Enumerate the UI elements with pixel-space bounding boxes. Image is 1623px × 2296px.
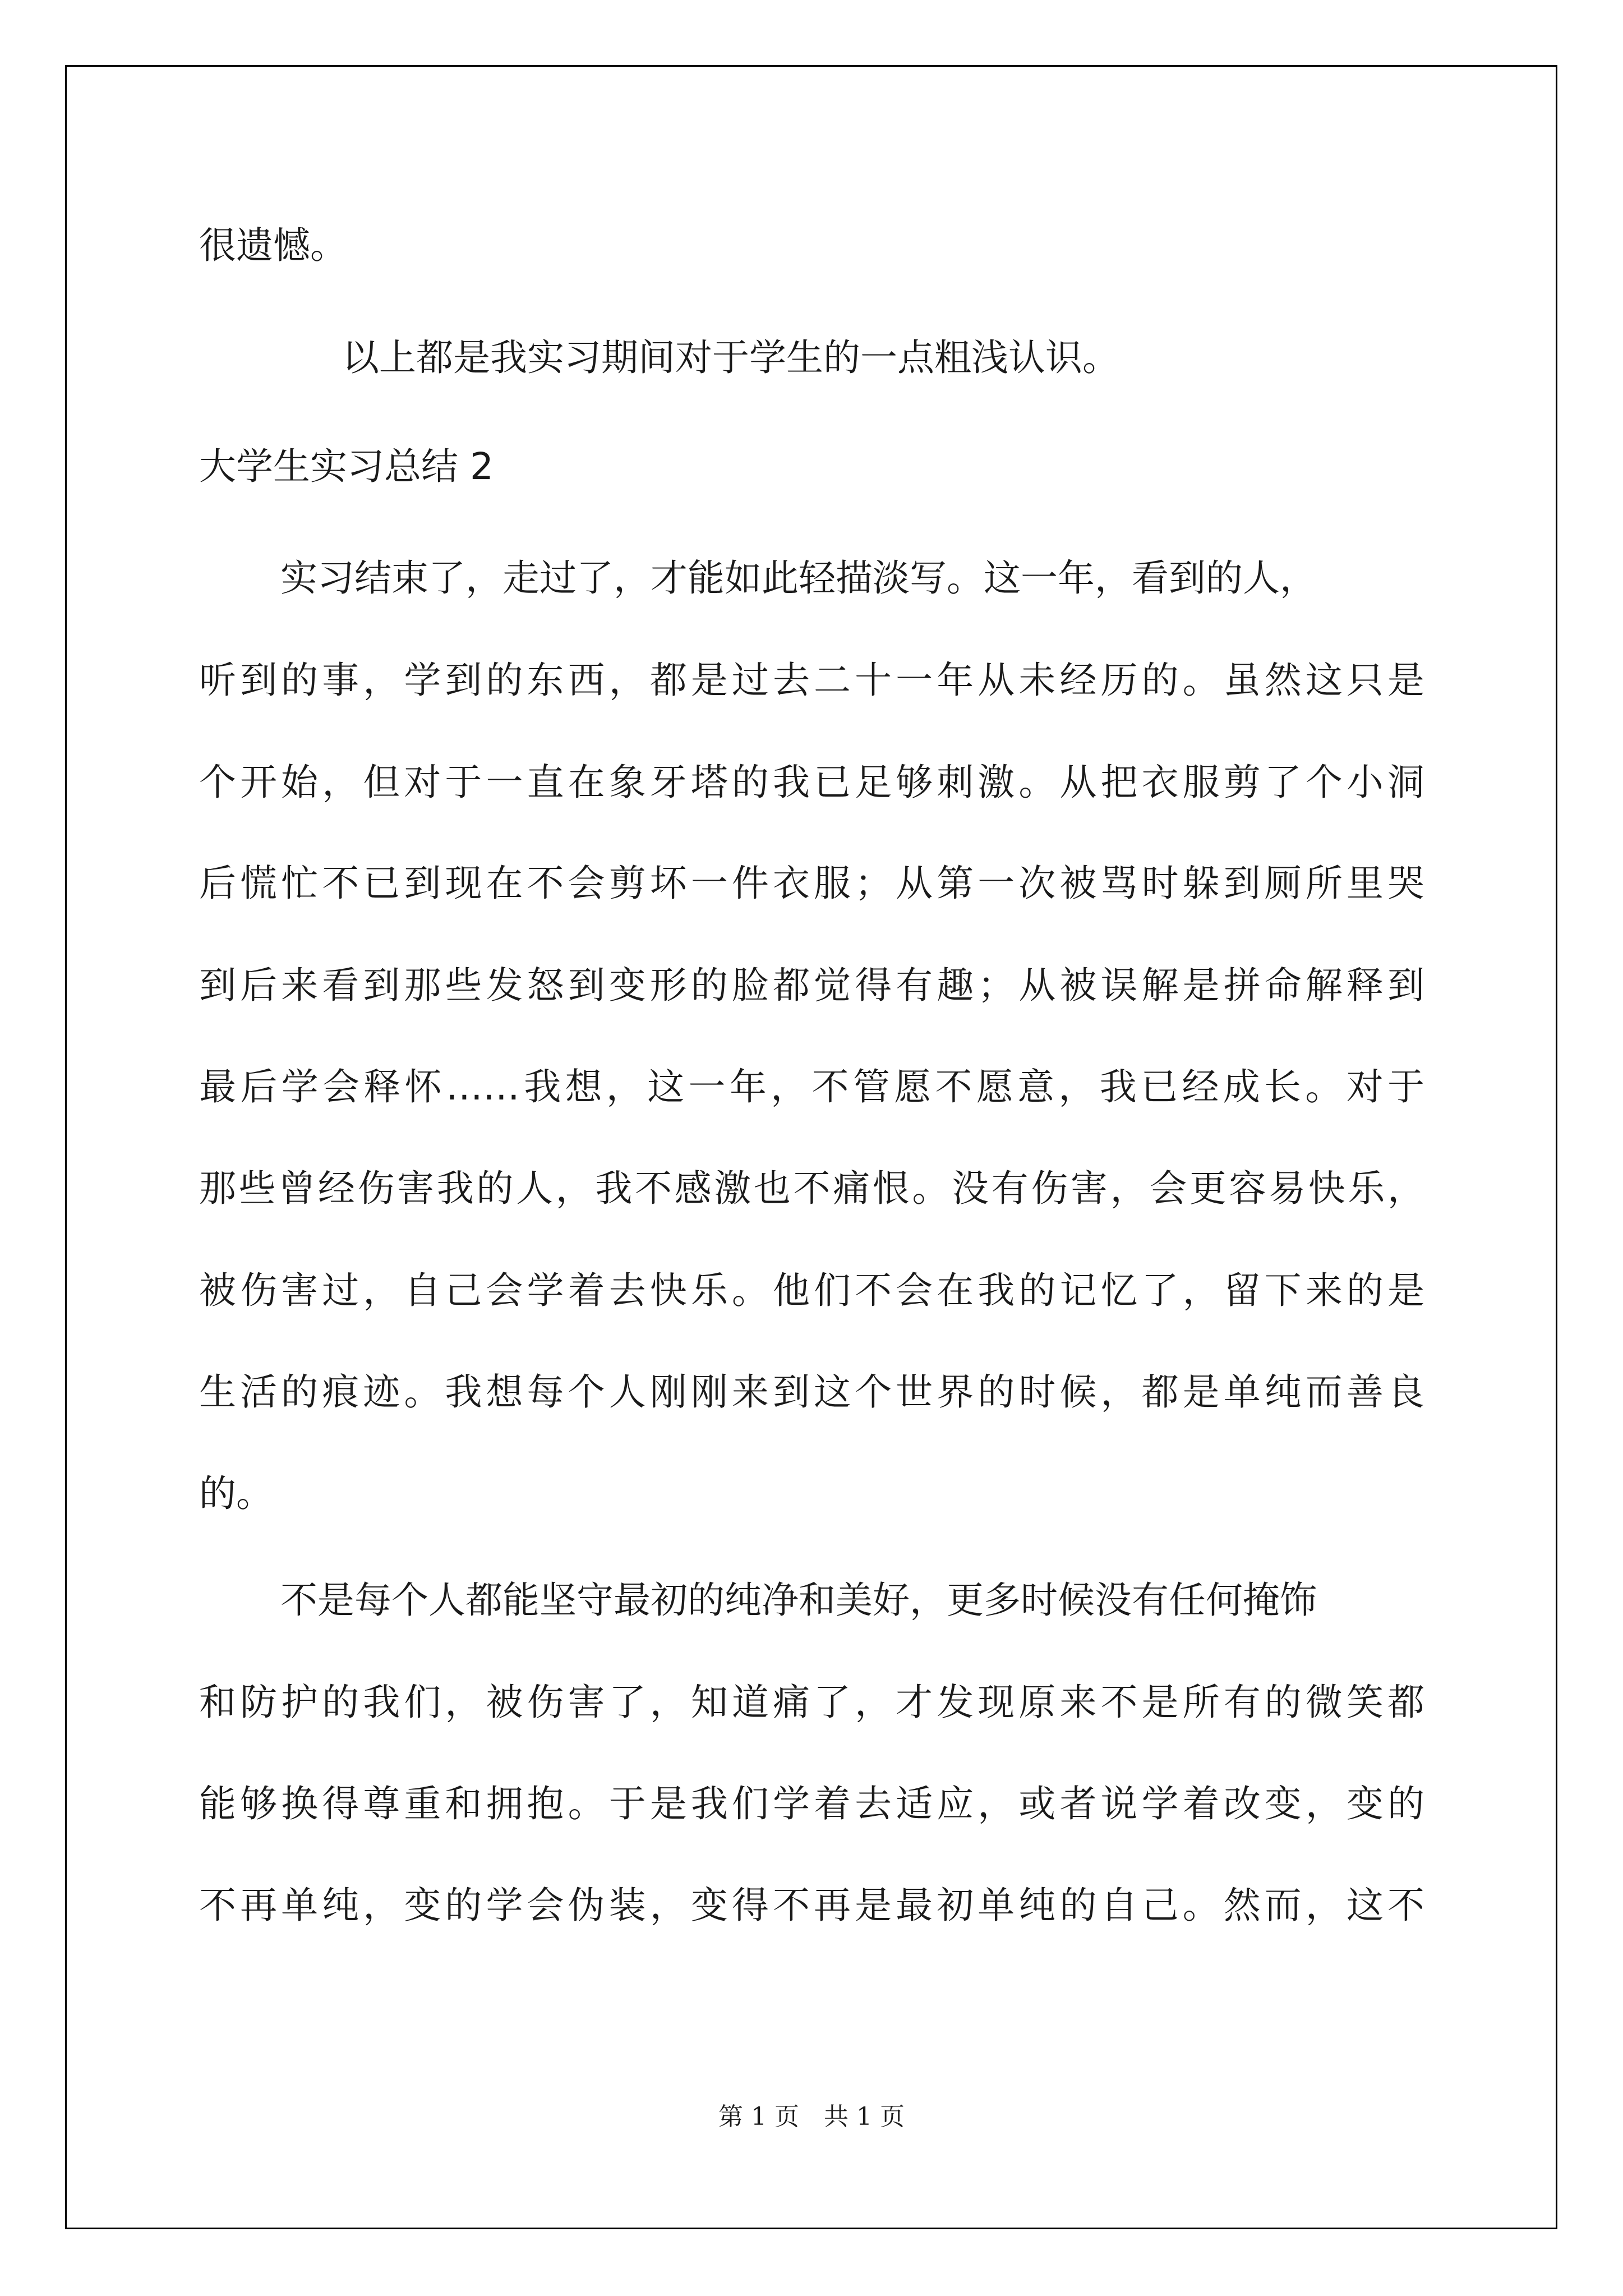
page-footer: 第 1 页 共 1 页 xyxy=(718,2102,905,2131)
text-line: 个开始，但对于一直在象牙塔的我已足够刺激。从把衣服剪了个小洞 xyxy=(199,761,1424,804)
text-line: 最后学会释怀……我想，这一年，不管愿不愿意，我已经成长。对于 xyxy=(199,1065,1424,1108)
text-line: 能够换得尊重和拥抱。于是我们学着去适应，或者说学着改变，变的 xyxy=(199,1782,1424,1825)
text-line: 生活的痕迹。我想每个人刚刚来到这个世界的时候，都是单纯而善良 xyxy=(199,1370,1424,1414)
text-line: 不是每个人都能坚守最初的纯净和美好，更多时候没有任何掩饰 xyxy=(280,1579,1317,1622)
text-line: 不再单纯，变的学会伪装，变得不再是最初单纯的自己。然而，这不 xyxy=(199,1884,1424,1927)
text-line: 被伤害过，自己会学着去快乐。他们不会在我的记忆了，留下来的是 xyxy=(199,1269,1424,1312)
text-line: 那些曾经伤害我的人，我不感激也不痛恨。没有伤害，会更容易快乐， xyxy=(199,1167,1424,1210)
text-line: 的。 xyxy=(199,1472,273,1515)
text-line: 到后来看到那些发怒到变形的脸都觉得有趣；从被误解是拼命解释到 xyxy=(199,964,1424,1007)
text-line: 后慌忙不已到现在不会剪坏一件衣服；从第一次被骂时躲到厕所里哭 xyxy=(199,862,1424,905)
text-line: 很遗憾。 xyxy=(199,224,347,267)
text-line: 以上都是我实习期间对于学生的一点粗浅认识。 xyxy=(342,336,1119,379)
text-line: 实习结束了，走过了，才能如此轻描淡写。这一年，看到的人， xyxy=(280,556,1317,600)
text-line: 和防护的我们，被伤害了，知道痛了，才发现原来不是所有的微笑都 xyxy=(199,1681,1424,1724)
section-heading: 大学生实习总结 2 xyxy=(199,445,494,488)
text-line: 听到的事，学到的东西，都是过去二十一年从未经历的。虽然这只是 xyxy=(199,659,1424,702)
